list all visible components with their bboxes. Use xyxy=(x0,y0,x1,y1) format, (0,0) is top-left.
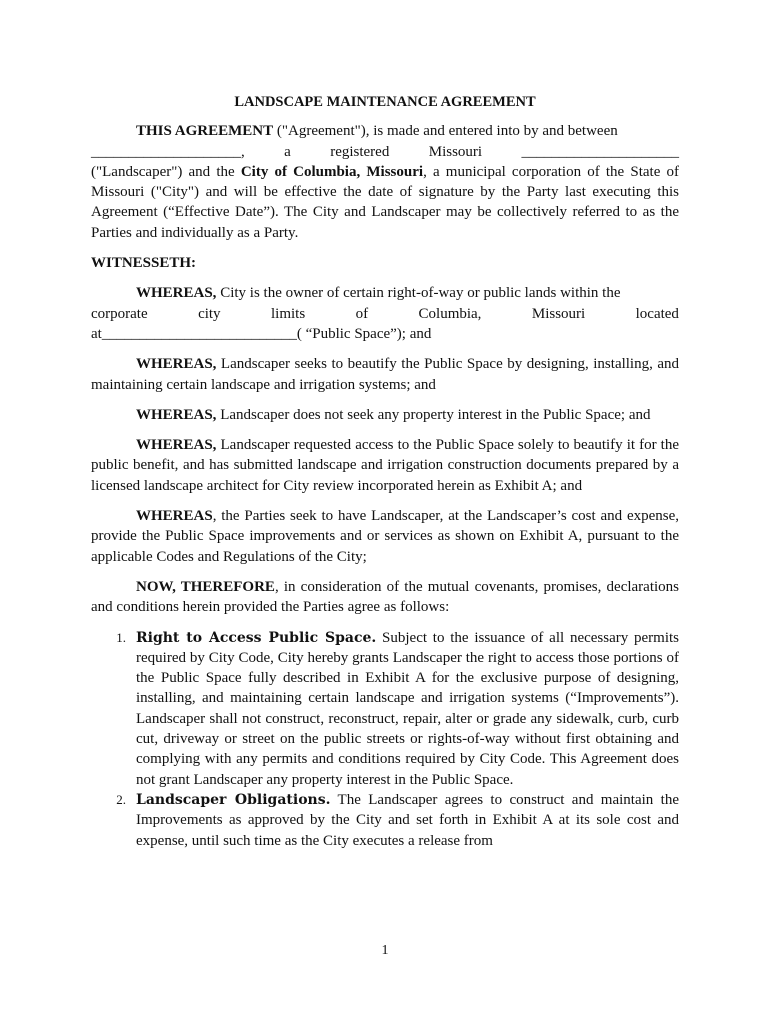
list-item-text: Subject to the issuance of all necessary permits required by City Code, City hereby grants Landscaper the right to access those portions of the Public Space fully described in Exhibit A for the exclusive purpose of designing, installing, and maintaining certain landscape and irrigation systems (“Improvements”). Landscaper shall not construct, reconstruct, repair, alter or grade any sidewalk, curb, curb cut, driveway or street on the public streets or rights-of-way without first obtaining and complying with any permits and conditions required by City Code. This Agreement does not grant Landscaper any property interest in the Public Space. xyxy=(136,629,679,788)
list-item-number: 2. xyxy=(116,791,126,807)
whereas-4-text: Landscaper requested access to the Public Space solely to beautify it for the public benefit, and has submitted landscape and irrigation construction documents prepared by a licensed landscape architect for City review incorporated herein as Exhibit A; and xyxy=(91,437,679,494)
intro-text-1: ("Agreement"), is made and entered into by and between xyxy=(273,123,618,140)
intro-word-registered: registered xyxy=(330,143,390,160)
list-item-body xyxy=(136,628,679,790)
intro-text-3: , a municipal corporation of the State of Missouri ("City") and will be effective the date of signature by the Party last executing this Agreement (“Effective Date”). The City and Landscaper may be collectively referred to as the Parties and individually as a Party. xyxy=(91,163,679,241)
now-therefore xyxy=(91,577,679,618)
list-item-heading: Right to Access Public Space. xyxy=(136,629,377,646)
list-item-body xyxy=(136,790,679,851)
intro-paragraph xyxy=(91,121,679,141)
list-item xyxy=(91,790,679,851)
intro-lead: THIS AGREEMENT xyxy=(136,123,274,140)
document-title: LANDSCAPE MAINTENANCE AGREEMENT xyxy=(234,94,536,110)
list-item-text: The Landscaper agrees to construct and maintain the Improvements as approved by the City and set forth in Exhibit A at its sole cost and expense, until such time as the City executes a release from xyxy=(136,791,679,849)
intro-text-2: ("Landscaper") and the xyxy=(91,163,241,180)
w-located: located xyxy=(635,305,679,322)
whereas-1-lead: WHEREAS, xyxy=(136,285,217,302)
whereas-3-text: Landscaper does not seek any property interest in the Public Space; and xyxy=(216,406,651,423)
whereas-5-text: , the Parties seek to have Landscaper, at the Landscaper’s cost and expense, provide the Public Space improvements and or services as shown on Exhibit A, pursuant to the applicable Codes and Regulations of the City; xyxy=(91,508,679,565)
now-therefore-text: , in consideration of the mutual covenants, promises, declarations and conditions herein provided the Parties agree as follows: xyxy=(91,578,680,616)
w-missouri: Missouri xyxy=(531,305,586,322)
whereas-5-lead: WHEREAS xyxy=(136,508,213,525)
city-name: City of Columbia, Missouri xyxy=(240,163,424,180)
page-number: 1 xyxy=(381,943,389,958)
landscaper-name-blank: ____________________, xyxy=(91,143,245,160)
witnesseth-heading: WITNESSETH: xyxy=(91,255,197,272)
list-item-number: 1. xyxy=(116,629,126,645)
document-body xyxy=(91,92,679,851)
whereas-1 xyxy=(91,283,679,303)
whereas-1-justified-line xyxy=(91,304,679,324)
whereas-4-lead: WHEREAS, xyxy=(136,437,217,454)
whereas-3-lead: WHEREAS, xyxy=(136,406,217,423)
whereas-2-lead: WHEREAS, xyxy=(136,356,217,373)
intro-paragraph-cont xyxy=(91,162,679,243)
list-item-heading: Landscaper Obligations. xyxy=(136,791,331,808)
entity-type-blank: _____________________ xyxy=(521,143,679,160)
w-corporate: corporate xyxy=(91,305,148,322)
intro-word-missouri: Missouri xyxy=(428,143,483,160)
w-of: of xyxy=(355,305,369,322)
whereas-3 xyxy=(91,405,679,425)
whereas-4 xyxy=(91,435,679,496)
w-city: city xyxy=(198,305,221,322)
list-item xyxy=(91,628,679,790)
w-columbia: Columbia, xyxy=(418,305,482,322)
whereas-1-text: City is the owner of certain right-of-way or public lands within the xyxy=(216,285,621,302)
intro-word-a: a xyxy=(284,143,291,160)
w-limits: limits xyxy=(270,305,306,322)
whereas-2-text: Landscaper seeks to beautify the Public Space by designing, installing, and maintaining certain landscape and irrigation systems; and xyxy=(91,356,679,393)
whereas-2 xyxy=(91,354,679,395)
now-therefore-lead: NOW, THEREFORE xyxy=(136,578,275,595)
whereas-5 xyxy=(91,506,679,567)
intro-blank-line xyxy=(91,142,679,162)
whereas-1-location: at__________________________( “Public Space”); and xyxy=(91,325,432,342)
numbered-list xyxy=(91,628,679,851)
